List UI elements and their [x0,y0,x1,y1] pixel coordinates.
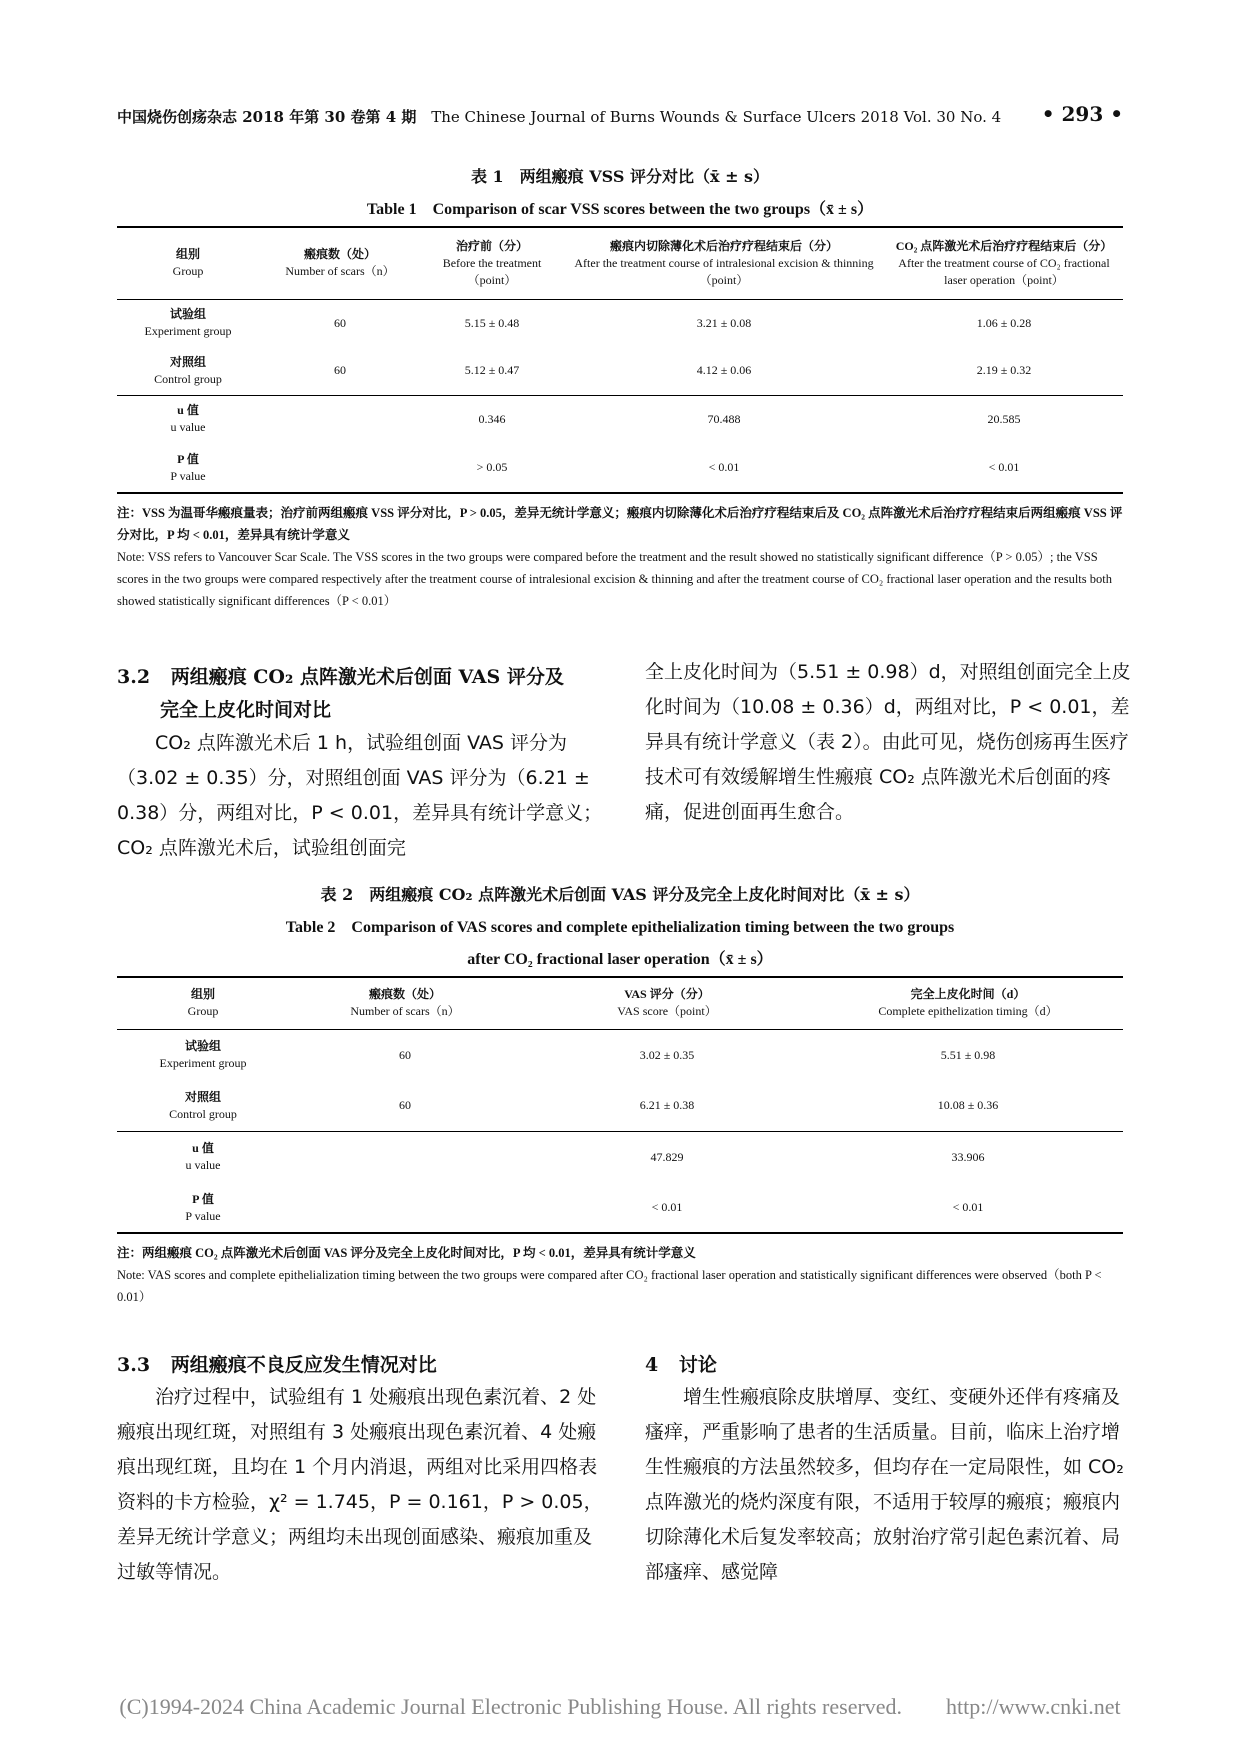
table1-header-cell: 组别 Group [172,247,204,279]
group-cell: P 值 P value [185,1191,221,1223]
journal-title-cn: 中国烧伤创疡杂志 2018 年第 30 卷第 4 期 [117,108,417,126]
table1-header-cell: 瘢痕内切除薄化术后治疗疗程结束后（分） After the treatment course of intralesional excision & thinning（point） [574,238,874,287]
table2-header-row [117,977,1123,1029]
table-row [117,1081,1123,1131]
section-3-2-heading-cont: 完全上皮化时间对比 [160,699,332,721]
table2-header-cell: VAS 评分（分） VAS score（point） [617,987,717,1019]
value-cell: 33.906 [951,1149,985,1164]
running-header [117,102,1123,127]
table-row [117,299,1123,347]
section-3-2-heading: 3.2 两组瘢痕 CO₂ 点阵激光术后创面 VAS 评分及 [117,666,564,688]
table2-caption-en-line2: after CO₂ fractional laser operation（x̄ ± s） [467,951,773,968]
journal-title-en: The Chinese Journal of Burns Wounds & Surface Ulcers 2018 Vol. 30 No. 4 [431,108,1002,126]
table-row [117,443,1123,493]
table2-header-cell: 瘢痕数（处） Number of scars（n） [350,987,460,1019]
group-cell: 对照组 Control group [154,354,222,386]
value-cell: > 0.05 [476,460,508,474]
table1-note-en: Note: VSS refers to Vancouver Scar Scale. The VSS scores in the two groups were compared before the treatment and the result showed no statistically significant difference（P > 0.05）; the VSS scores in the two groups were compared respectively after the treatment course of intralesional excision & thinning and after the treatment course of CO₂ fractional laser operation and the results both showed statistically significant differences（P < 0.01） [117,550,1112,608]
group-cell: u 值 u value [185,1141,221,1173]
value-cell: < 0.01 [708,460,740,474]
value-cell: 20.585 [987,411,1021,426]
table2-note-cn: 注：两组瘢痕 CO₂ 点阵激光术后创面 VAS 评分及完全上皮化时间对比，P 均 < 0.01，差异具有统计学意义 [117,1246,696,1260]
value-cell: 60 [399,1098,411,1113]
page-number: • 293 • [1041,102,1123,126]
group-cell: 对照组 Control group [169,1089,237,1121]
value-cell: 60 [334,363,346,378]
section-3-2-text-left: CO₂ 点阵激光术后 1 h，试验组创面 VAS 评分为（3.02 ± 0.35）分，对照组创面 VAS 评分为（6.21 ± 0.38）分，两组对比，P < 0.01，差异具有统计学意义；CO₂ 点阵激光术后，试验组创面完 [117,732,603,859]
table2-header-cell: 组别 Group [187,987,219,1019]
table1-note [117,502,1123,612]
section-4-text: 增生性瘢痕除皮肤增厚、变红、变硬外还伴有疼痛及瘙痒，严重影响了患者的生活质量。目前，临床上治疗增生性瘢痕的方法虽然较多，但均存在一定局限性，如 CO₂ 点阵激光的烧灼深度有限，不适用于较厚的瘢痕；瘢痕内切除薄化术后复发率较高；放射治疗常引起色素沉着、局部瘙痒、感觉障 [645,1386,1124,1583]
copyright-footer: (C)1994-2024 China Academic Journal Electronic Publishing House. All rights reserved. http://www.cnki.net [119,1694,1121,1719]
section-3-3-heading: 3.3 两组瘢痕不良反应发生情况对比 [117,1354,437,1376]
table2-caption-cn: 表 2 两组瘢痕 CO₂ 点阵激光术后创面 VAS 评分及完全上皮化时间对比（x̄ ± s） [320,885,920,904]
table-row [117,395,1123,443]
value-cell [259,443,421,493]
table1-caption-en: Table 1 Comparison of scar VSS scores between the two groups（x̄ ± s） [366,201,874,218]
value-cell: 60 [399,1047,411,1062]
section-4-heading: 4 讨论 [645,1354,717,1376]
table2 [117,976,1123,1234]
value-cell: 5.15 ± 0.48 [464,315,520,330]
value-cell: 5.51 ± 0.98 [940,1047,996,1062]
table2-header-cell: 完全上皮化时间（d） Complete epithelization timing（d） [878,987,1058,1019]
value-cell: 47.829 [650,1149,684,1164]
table1 [117,226,1123,494]
value-cell: 60 [334,315,346,330]
value-cell: 3.21 ± 0.08 [696,315,752,330]
table1-caption-cn: 表 1 两组瘢痕 VSS 评分对比（x̄ ± s） [470,167,770,186]
value-cell: < 0.01 [988,460,1020,474]
group-cell: 试验组 Experiment group [159,1039,247,1071]
value-cell: 1.06 ± 0.28 [976,315,1032,330]
value-cell [259,395,421,443]
value-cell: 6.21 ± 0.38 [639,1098,695,1113]
value-cell [289,1183,521,1233]
section-3-3-text: 治疗过程中，试验组有 1 处瘢痕出现色素沉着、2 处瘢痕出现红斑，对照组有 3 处瘢痕出现色素沉着、4 处瘢痕出现红斑，且均在 1 个月内消退，两组对比采用四格表资料的卡方检验，χ² = 1.745，P = 0.161，P > 0.05，差异无统计学意义；两组均未出现创面感染、瘢痕加重及过敏等情况。 [117,1386,603,1583]
table1-header-row [117,227,1123,299]
table1-header-cell: CO₂ 点阵激光术后治疗疗程结束后（分） After the treatment course of CO₂ fractional laser operation（point） [895,238,1113,287]
table2-note [117,1242,1123,1308]
table2-caption-en-line1: Table 2 Comparison of VAS scores and complete epithelialization timing between the two groups [285,919,955,936]
section-3-2-text-right: 全上皮化时间为（5.51 ± 0.98）d，对照组创面完全上皮化时间为（10.08 ± 0.36）d，两组对比，P < 0.01，差异具有统计学意义（表 2）。由此可见，烧伤创疡再生医疗技术可有效缓解增生性瘢痕 CO₂ 点阵激光术后创面的疼痛，促进创面再生愈合。 [645,661,1131,823]
table2-note-en: Note: VAS scores and complete epithelialization timing between the two groups were compared after CO₂ fractional laser operation and statistically significant differences were observed（both P < 0.01） [117,1268,1102,1304]
value-cell: 0.346 [478,411,506,426]
value-cell: 3.02 ± 0.35 [639,1047,695,1062]
table1-header-cell: 瘢痕数（处） Number of scars（n） [285,247,395,279]
value-cell: < 0.01 [952,1200,984,1214]
table1-note-cn: 注：VSS 为温哥华瘢痕量表；治疗前两组瘢痕 VSS 评分对比，P > 0.05，差异无统计学意义；瘢痕内切除薄化术后治疗疗程结束后及 CO₂ 点阵激光术后治疗疗程结束后两组瘢痕 VSS 评分对比，P 均 < 0.01，差异具有统计学意义 [117,506,1123,542]
group-cell: u 值 u value [170,403,206,435]
group-cell: 试验组 Experiment group [144,307,232,339]
value-cell: 4.12 ± 0.06 [696,363,752,378]
value-cell: < 0.01 [651,1200,683,1214]
table-row [117,347,1123,395]
value-cell: 5.12 ± 0.47 [464,363,520,378]
table-row [117,1183,1123,1233]
value-cell: 2.19 ± 0.32 [976,363,1032,378]
value-cell [289,1131,521,1183]
table-row [117,1131,1123,1183]
group-cell: P 值 P value [170,451,206,483]
value-cell: 10.08 ± 0.36 [937,1098,999,1113]
table1-header-cell: 治疗前（分） Before the treatment（point） [442,238,542,287]
table-row [117,1029,1123,1081]
value-cell: 70.488 [707,411,741,426]
